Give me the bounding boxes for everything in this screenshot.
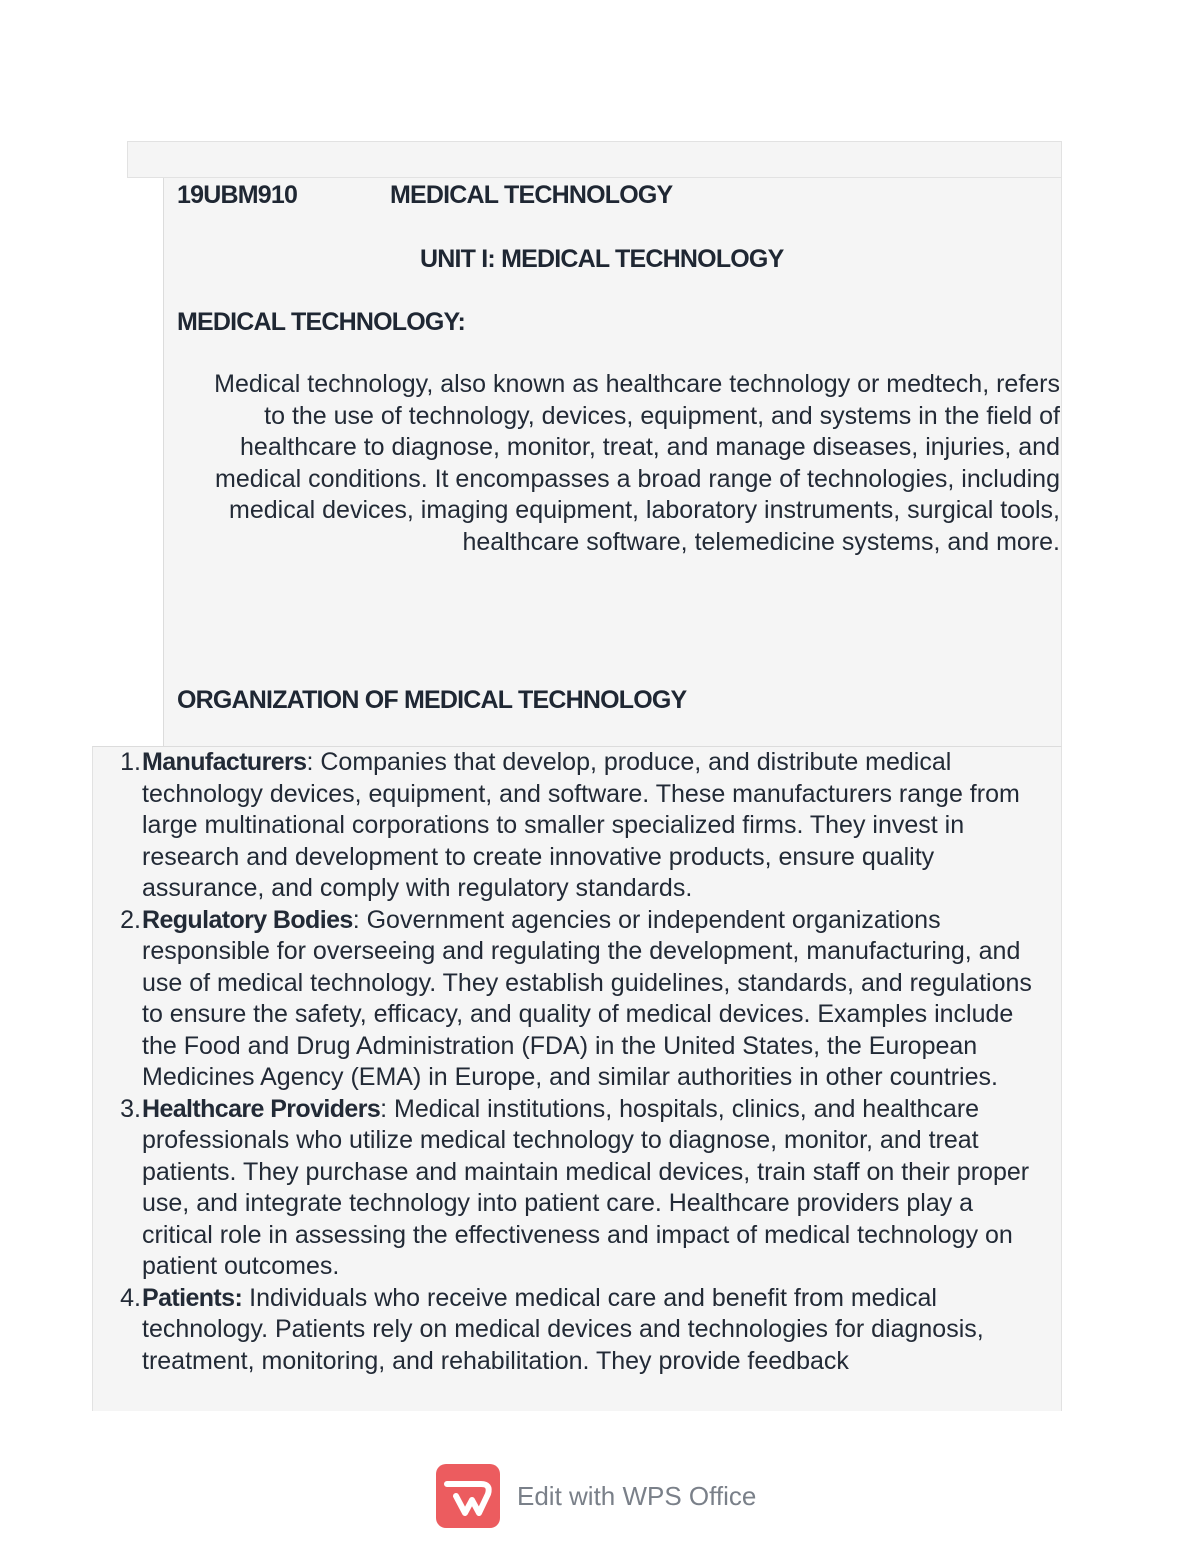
list-item-description: Medical institutions, hospitals, clinics, and healthcare professionals who utilize medical technology to diagnose, monitor, and treat patients. They purchase and maintain medical devices, train staff on their proper use, and integrate technology into patient care. Healthcare providers play a critical role in assessing the effectiveness and impact of medical technology on patient outcomes.: [142, 1094, 1030, 1280]
list-item: [93, 905, 1053, 1094]
organization-list-box: [92, 746, 1062, 1411]
term-separator: :: [306, 748, 321, 776]
list-item: [93, 747, 1053, 905]
unit-title: UNIT I: MEDICAL TECHNOLOGY: [420, 245, 784, 273]
term-separator: :: [380, 1094, 395, 1123]
list-item-description: Government agencies or independent organizations responsible for overseeing and regulating the development, manufacturing, and use of medical technology. They establish guidelines, standards, and regulations to ensure the safety, efficacy, and quality of medical devices. Examples include the Food and Drug Administration (FDA) in the United States, the European Medicines Agency (EMA) in Europe, and similar authorities in other countries.: [142, 905, 1032, 1091]
edit-with-wps-link[interactable]: Edit with WPS Office: [517, 1481, 757, 1511]
wps-office-logo-icon[interactable]: [436, 1464, 500, 1528]
list-item-term: Healthcare Providers: [142, 1094, 381, 1123]
list-number: 4.: [120, 1283, 141, 1312]
list-item-term: Manufacturers: [142, 748, 307, 776]
list-item-term: Regulatory Bodies: [142, 905, 353, 934]
list-item-text: [142, 1094, 1045, 1283]
list-item-description: Individuals who receive medical care and benefit from medical technology. Patients rely on medical devices and technologies for diagnosis, treatment, monitoring, and rehabilitation. They provide feedback: [142, 1283, 984, 1375]
course-code: 19UBM910: [177, 181, 298, 209]
list-item-text: [142, 1283, 1045, 1378]
list-item-term: Patients:: [142, 1283, 243, 1312]
list-item: [93, 1094, 1053, 1283]
intro-paragraph: Medical technology, also known as healthcare technology or medtech, refers to the use of technology, devices, equipment, and systems in the field of healthcare to diagnose, monitor, treat, and manage diseases, injuries, and medical conditions. It encompasses a broad range of technologies, including medical devices, imaging equipment, laboratory instruments, surgical tools, healthcare software, telemedicine systems, and more.: [214, 370, 1060, 556]
term-separator: :: [352, 905, 367, 934]
list-item: [93, 1283, 1053, 1378]
list-item-text: [142, 905, 1045, 1094]
header-bar: [127, 141, 1062, 178]
wps-w-glyph-icon: [436, 1464, 500, 1528]
list-number: 1.: [120, 748, 141, 776]
list-number: 3.: [120, 1094, 141, 1123]
organization-list: [93, 747, 1053, 1377]
section-heading: MEDICAL TECHNOLOGY:: [177, 308, 466, 336]
course-title: MEDICAL TECHNOLOGY: [390, 181, 673, 209]
list-item-text: [142, 747, 1045, 905]
org-heading: ORGANIZATION OF MEDICAL TECHNOLOGY: [177, 686, 687, 714]
list-number: 2.: [120, 905, 141, 934]
list-item-description: Companies that develop, produce, and distribute medical technology devices, equipment, and software. These manufacturers range from large multinational corporations to smaller specialized firms. They invest in research and development to create innovative products, ensure quality assurance, and comply with regulatory standards.: [142, 748, 1020, 902]
